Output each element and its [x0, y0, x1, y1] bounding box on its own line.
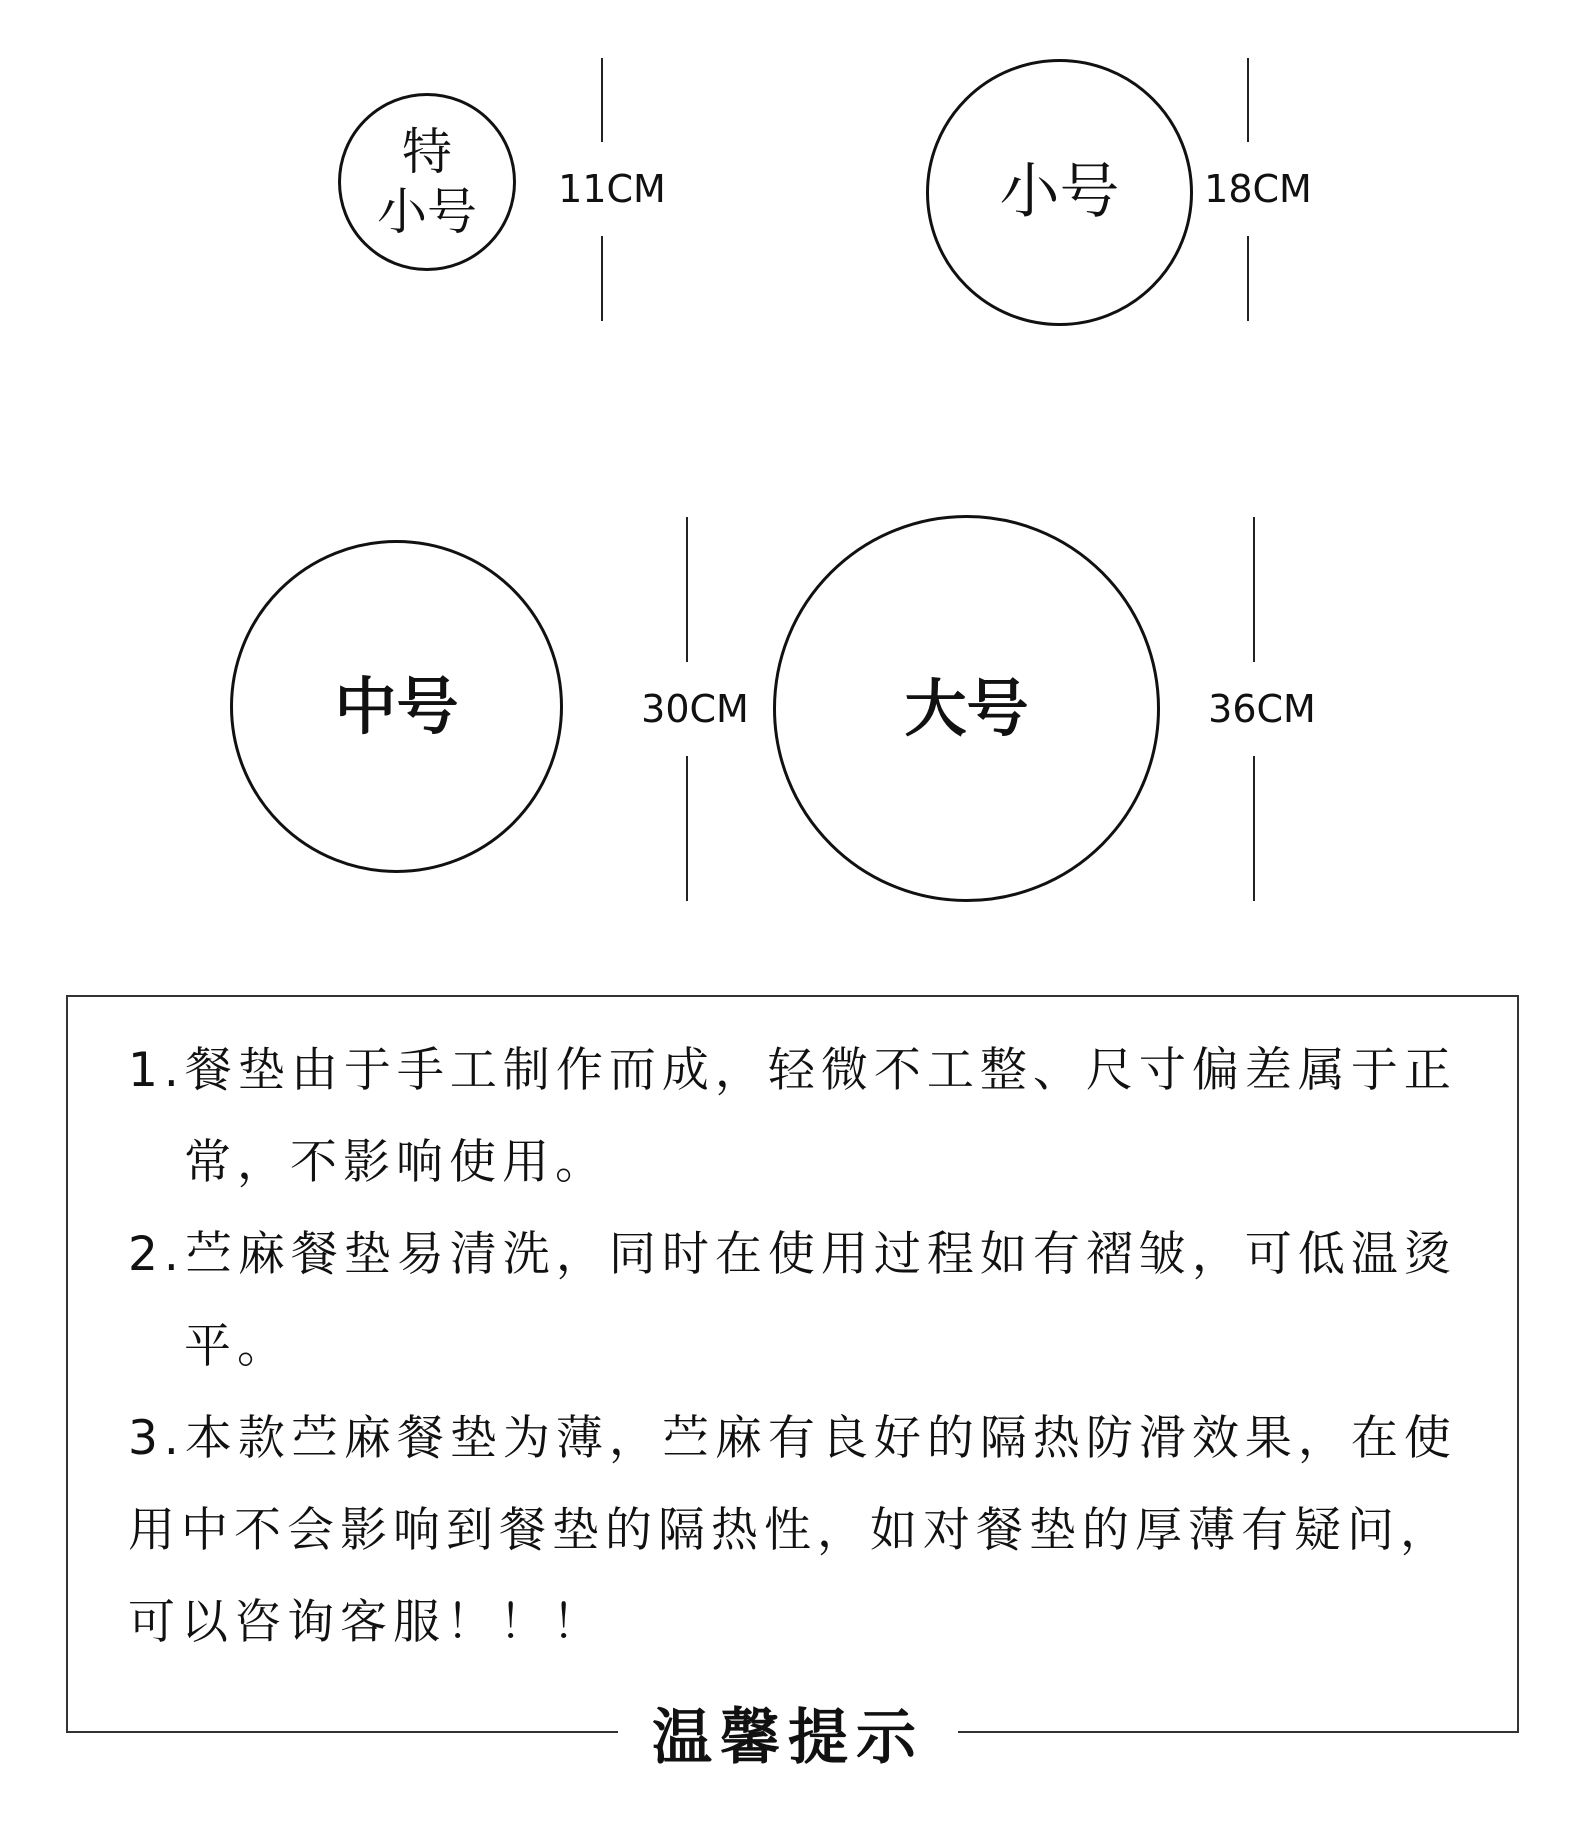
notice-item-3: 3.本款苎麻餐垫为薄，苎麻有良好的隔热防滑效果，在使用中不会影响到餐垫的隔热性，如对餐垫的厚薄有疑问，可以咨询客服！！！ — [128, 1411, 1457, 1650]
medium-size-label: 中号 — [334, 669, 459, 743]
l-dimension-line-top — [1253, 517, 1255, 662]
extra-small-label-line1: 特 — [402, 123, 452, 181]
extra-small-size-label — [367, 122, 487, 242]
notice-bottom-rule-right — [958, 1731, 1519, 1733]
small-size-circle — [926, 59, 1193, 326]
notice-title: 温馨提示 — [652, 1703, 924, 1773]
m-dimension-label: 30CM — [641, 687, 749, 731]
large-size-circle — [773, 515, 1160, 902]
medium-size-circle — [230, 540, 563, 873]
notice-item-2: 2.苎麻餐垫易清洗，同时在使用过程如有褶皱，可低温烫平。 — [128, 1227, 1457, 1374]
small-size-label: 小号 — [999, 157, 1120, 227]
m-dimension-line-bottom — [686, 756, 688, 901]
extra-small-size-circle — [338, 93, 516, 271]
xs-dimension-line-top — [601, 58, 603, 142]
notice-bottom-rule-left — [66, 1731, 618, 1733]
notice-item-1: 1.餐垫由于手工制作而成，轻微不工整、尺寸偏差属于正常，不影响使用。 — [128, 1043, 1457, 1190]
s-dimension-line-bottom — [1247, 236, 1249, 321]
large-size-label: 大号 — [904, 671, 1029, 745]
s-dimension-line-top — [1247, 58, 1249, 142]
m-dimension-line-top — [686, 517, 688, 662]
xs-dimension-label: 11CM — [558, 167, 666, 211]
s-dimension-label: 18CM — [1204, 167, 1312, 211]
extra-small-label-line2: 小号 — [377, 183, 477, 241]
l-dimension-label: 36CM — [1208, 687, 1316, 731]
xs-dimension-line-bottom — [601, 236, 603, 321]
l-dimension-line-bottom — [1253, 756, 1255, 901]
